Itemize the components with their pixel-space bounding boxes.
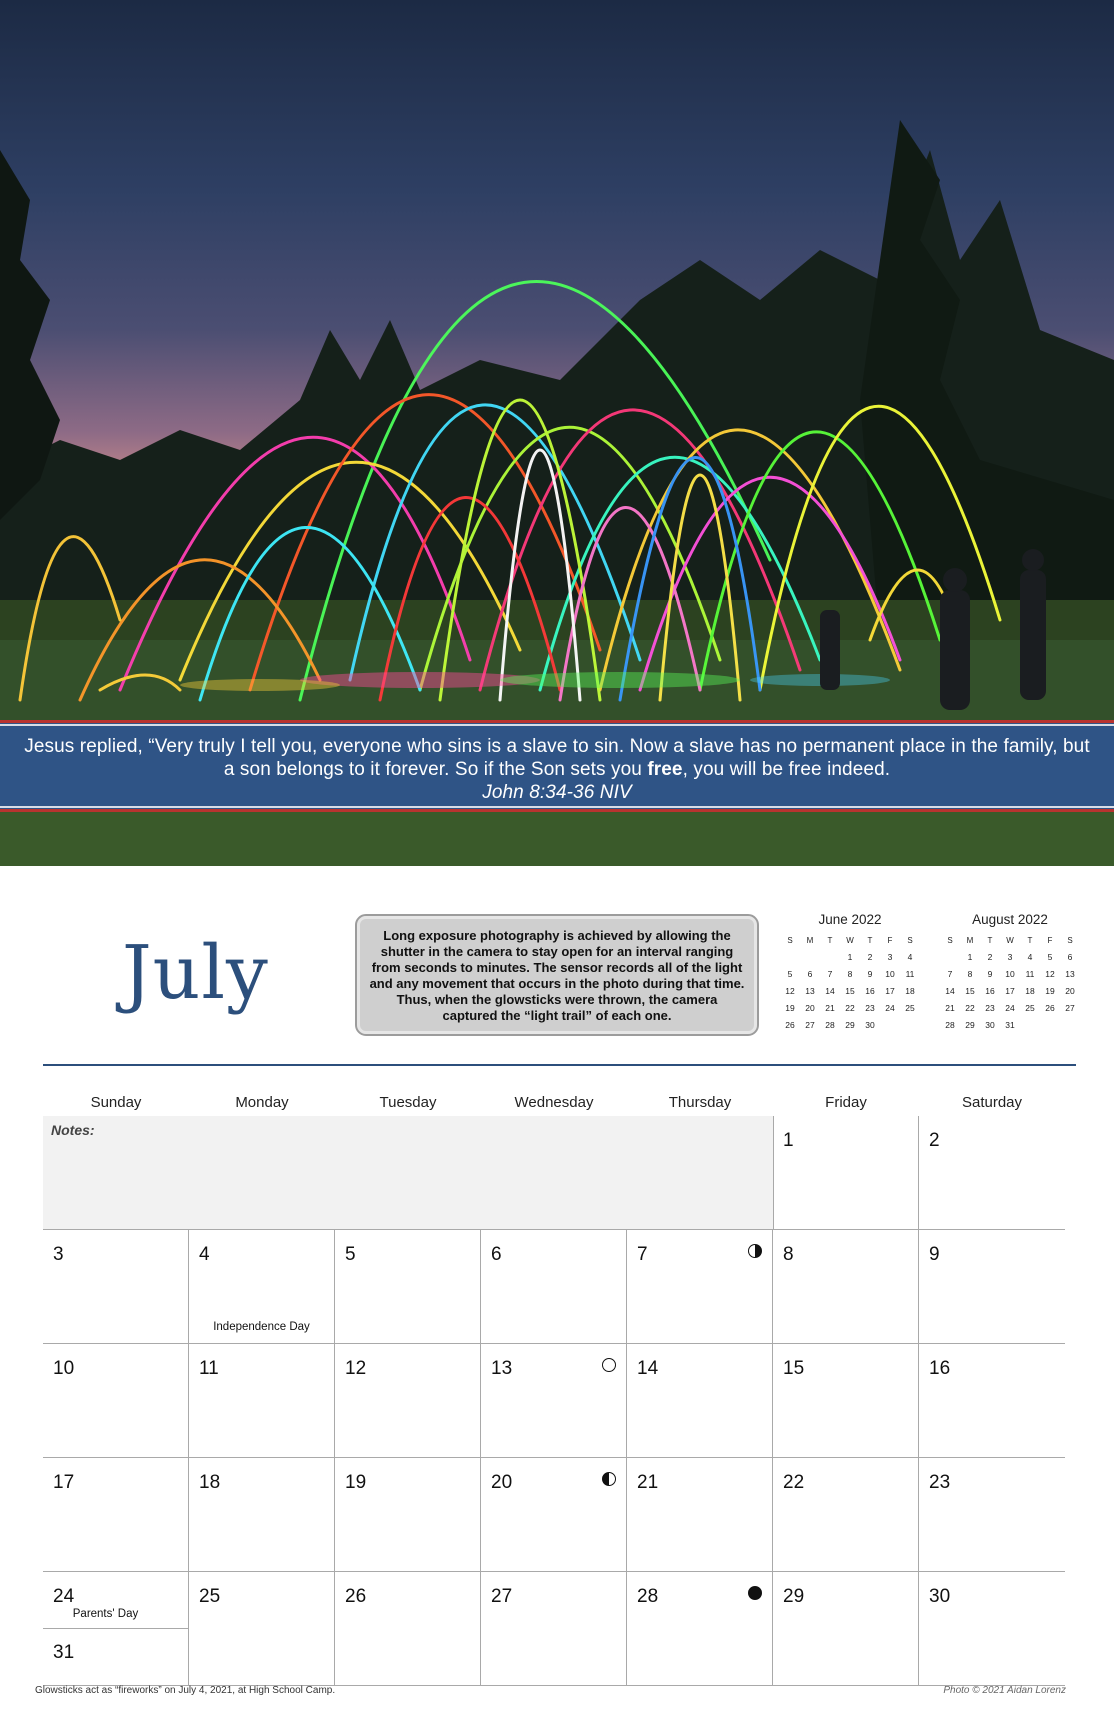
first-quarter-moon-icon <box>748 1244 762 1258</box>
day-cell-28[interactable] <box>627 1572 773 1686</box>
day-number: 25 <box>199 1586 221 1607</box>
mini-calendar-day: 26 <box>1045 1002 1055 1013</box>
mini-calendar-title: June 2022 <box>818 912 882 927</box>
mini-calendar-day: 4 <box>1027 951 1033 962</box>
day-cell-13[interactable] <box>481 1344 627 1458</box>
mini-calendar-day: 18 <box>1025 985 1035 996</box>
mini-calendar-day: 30 <box>865 1019 875 1030</box>
mini-calendar-day: 21 <box>945 1002 955 1013</box>
day-cell-1[interactable] <box>773 1116 919 1230</box>
mini-calendar-day: 4 <box>907 951 913 962</box>
mini-calendar-dow: T <box>867 936 873 945</box>
notes-label: Notes: <box>51 1122 95 1138</box>
day-number: 11 <box>199 1358 219 1379</box>
day-header-wednesday: Wednesday <box>514 1094 594 1111</box>
day-cell-20[interactable] <box>481 1458 627 1572</box>
mini-calendar-dow: T <box>1027 936 1033 945</box>
day-number: 2 <box>929 1130 940 1151</box>
day-event: Parents' Day <box>72 1608 139 1620</box>
day-number: 3 <box>53 1244 64 1265</box>
day-cell-24[interactable] <box>43 1572 189 1686</box>
day-cell-17[interactable] <box>43 1458 189 1572</box>
mini-calendar-day: 24 <box>885 1002 895 1013</box>
mini-calendar-day: 22 <box>845 1002 855 1013</box>
mini-calendar-day: 27 <box>1065 1002 1075 1013</box>
notes-area[interactable] <box>43 1116 774 1230</box>
mini-calendar-day: 19 <box>1045 985 1055 996</box>
day-cell-30[interactable] <box>919 1572 1065 1686</box>
photo-info-text <box>368 928 746 1024</box>
day-number: 14 <box>637 1358 659 1379</box>
mini-calendar-day: 15 <box>965 985 975 996</box>
scripture-text-bold: free <box>647 759 683 780</box>
day-cell-25[interactable] <box>189 1572 335 1686</box>
mini-calendar-dow: S <box>787 936 793 945</box>
mini-calendar-day: 19 <box>785 1002 795 1013</box>
month-title: July <box>122 930 269 1016</box>
day-number: 19 <box>345 1472 367 1493</box>
mini-calendar-day <box>940 948 960 965</box>
day-cell-27[interactable] <box>481 1572 627 1686</box>
day-cell-18[interactable] <box>189 1458 335 1572</box>
mini-calendar-day: 25 <box>905 1002 915 1013</box>
day-header-sunday: Sunday <box>90 1094 142 1111</box>
day-cell-21[interactable] <box>627 1458 773 1572</box>
mini-calendar-day: 2 <box>987 951 993 962</box>
day-header-tuesday: Tuesday <box>379 1094 437 1111</box>
mini-calendar-dow: W <box>1006 936 1014 945</box>
mini-calendar-day <box>800 948 820 965</box>
mini-calendar-day <box>900 1016 920 1033</box>
shared-cell-divider <box>43 1628 188 1629</box>
mini-calendar-day: 9 <box>987 968 993 979</box>
mini-calendar-day <box>1040 1016 1060 1033</box>
mini-calendar-dow: S <box>1067 936 1073 945</box>
day-number: 22 <box>783 1472 805 1493</box>
scripture-reference: John 8:34-36 NIV <box>482 782 632 803</box>
mini-calendar-day: 2 <box>867 951 873 962</box>
mini-calendar-next <box>940 912 1080 1033</box>
day-number: 10 <box>53 1358 75 1379</box>
header-divider <box>43 1064 1076 1066</box>
info-text-bold: glowsticks <box>494 992 562 1007</box>
day-number: 30 <box>929 1586 951 1607</box>
day-cell-9[interactable] <box>919 1230 1065 1344</box>
day-number: 8 <box>783 1244 794 1265</box>
day-number: 28 <box>637 1586 659 1607</box>
day-cell-5[interactable] <box>335 1230 481 1344</box>
mini-calendar-dow: M <box>806 936 814 945</box>
day-cell-7[interactable] <box>627 1230 773 1344</box>
day-cell-19[interactable] <box>335 1458 481 1572</box>
mini-calendar-day <box>880 1016 900 1033</box>
mini-calendar-day <box>1060 1016 1080 1033</box>
mini-calendar-previous <box>780 912 920 1033</box>
photo-info-box <box>357 916 757 1034</box>
mini-calendar-day: 12 <box>785 985 795 996</box>
day-number: 5 <box>345 1244 356 1265</box>
header-photo <box>0 0 1114 866</box>
mini-calendar-grid <box>780 933 920 1033</box>
mini-calendar-day <box>820 948 840 965</box>
mini-calendar-day: 1 <box>967 951 973 962</box>
mini-calendar-day <box>1020 1016 1040 1033</box>
mini-calendar-day: 9 <box>867 968 873 979</box>
day-number-shared: 31 <box>53 1642 75 1663</box>
day-number: 4 <box>199 1244 210 1265</box>
mini-calendar-day: 20 <box>1065 985 1075 996</box>
mini-calendar-day: 12 <box>1045 968 1055 979</box>
day-cell-3[interactable] <box>43 1230 189 1344</box>
day-cell-23[interactable] <box>919 1458 1065 1572</box>
day-event: Independence Day <box>213 1321 310 1333</box>
mini-calendar-day: 5 <box>1047 951 1053 962</box>
day-cell-11[interactable] <box>189 1344 335 1458</box>
mini-calendar-day: 3 <box>1007 951 1013 962</box>
day-number: 12 <box>345 1358 367 1379</box>
mini-calendar-day: 27 <box>805 1019 815 1030</box>
mini-calendar-day: 6 <box>807 968 813 979</box>
mini-calendar-day: 22 <box>965 1002 975 1013</box>
mini-calendar-day: 13 <box>805 985 815 996</box>
mini-calendar-dow: F <box>887 936 893 945</box>
mini-calendar-day: 14 <box>945 985 955 996</box>
mini-calendar-day: 1 <box>847 951 853 962</box>
day-cell-8[interactable] <box>773 1230 919 1344</box>
day-cell-14[interactable] <box>627 1344 773 1458</box>
day-cell-4[interactable] <box>189 1230 335 1344</box>
day-cell-12[interactable] <box>335 1344 481 1458</box>
day-number: 6 <box>491 1244 502 1265</box>
day-number: 29 <box>783 1586 805 1607</box>
new-moon-icon <box>748 1586 762 1600</box>
mini-calendar-day: 11 <box>905 968 915 979</box>
day-number: 26 <box>345 1586 367 1607</box>
info-text-part1: Long exposure photography is achieved by allowing the shutter in the camera to stay open for an interval ranging from seconds to minutes. The sensor records all of the light and any movement that occurs in the photo during that time. Thus, when the <box>369 928 745 1007</box>
mini-calendar-dow: S <box>947 936 953 945</box>
mini-calendar-dow: F <box>1047 936 1053 945</box>
day-number: 23 <box>929 1472 951 1493</box>
mini-calendar-day: 17 <box>1005 985 1015 996</box>
day-header-monday: Monday <box>235 1094 289 1111</box>
day-number: 1 <box>783 1130 794 1151</box>
day-number: 17 <box>53 1472 75 1493</box>
mini-calendar-day: 17 <box>885 985 895 996</box>
mini-calendar-day: 10 <box>1005 968 1015 979</box>
mini-calendar-day: 24 <box>1005 1002 1015 1013</box>
photo-caption: Glowsticks act as “fireworks” on July 4, 2021, at High School Camp. <box>35 1685 336 1696</box>
mini-calendar-dow: T <box>987 936 993 945</box>
mini-calendar-day: 18 <box>905 985 915 996</box>
mini-calendar-day: 30 <box>985 1019 995 1030</box>
mini-calendar-day: 7 <box>827 968 833 979</box>
mini-calendar-day: 25 <box>1025 1002 1035 1013</box>
day-number: 9 <box>929 1244 940 1265</box>
mini-calendar-day: 28 <box>945 1019 955 1030</box>
mini-calendar-dow: M <box>966 936 974 945</box>
scripture-banner <box>0 720 1114 812</box>
mini-calendar-day: 8 <box>967 968 973 979</box>
mini-calendar-day: 21 <box>825 1002 835 1013</box>
day-number: 20 <box>491 1472 513 1493</box>
day-cell-16[interactable] <box>919 1344 1065 1458</box>
day-number: 18 <box>199 1472 221 1493</box>
mini-calendar-day: 10 <box>885 968 895 979</box>
day-number: 7 <box>637 1244 648 1265</box>
mini-calendar-grid <box>940 933 1080 1033</box>
scripture-text-part2: , you will be free indeed. <box>682 759 891 780</box>
mini-calendar-day: 29 <box>965 1019 975 1030</box>
mini-calendar-day: 23 <box>865 1002 875 1013</box>
day-header-saturday: Saturday <box>961 1094 1023 1111</box>
mini-calendar-day <box>780 948 800 965</box>
mini-calendar-day: 11 <box>1025 968 1035 979</box>
day-number: 24 <box>53 1586 75 1607</box>
day-header-thursday: Thursday <box>668 1094 732 1111</box>
mini-calendar-day: 20 <box>805 1002 815 1013</box>
day-number: 15 <box>783 1358 805 1379</box>
mini-calendar-day: 14 <box>825 985 835 996</box>
scripture-text <box>20 735 1094 804</box>
mini-calendar-dow: S <box>907 936 913 945</box>
mini-calendar-day: 13 <box>1065 968 1075 979</box>
day-cell-10[interactable] <box>43 1344 189 1458</box>
mini-calendar-day: 28 <box>825 1019 835 1030</box>
mini-calendar-dow: W <box>846 936 854 945</box>
day-cell-15[interactable] <box>773 1344 919 1458</box>
mini-calendar-day: 23 <box>985 1002 995 1013</box>
last-quarter-moon-icon <box>602 1472 616 1486</box>
scripture-text-part1: Jesus replied, “Very truly I tell you, everyone who sins is a slave to sin. Now a slave has no permanent place in the family, but a son belongs to it forever. So if the Son sets you <box>24 736 1090 780</box>
mini-calendar-day: 29 <box>845 1019 855 1030</box>
day-cell-29[interactable] <box>773 1572 919 1686</box>
full-moon-icon <box>602 1358 616 1372</box>
info-text-part2: were thrown, the camera captured the “light trail” of each one. <box>442 992 718 1023</box>
mini-calendar-dow: T <box>827 936 833 945</box>
day-number: 27 <box>491 1586 513 1607</box>
day-number: 13 <box>491 1358 513 1379</box>
day-cell-2[interactable] <box>919 1116 1065 1230</box>
mini-calendar-day: 15 <box>845 985 855 996</box>
mini-calendar-day: 16 <box>985 985 995 996</box>
mini-calendar-title: August 2022 <box>972 912 1048 927</box>
day-cell-26[interactable] <box>335 1572 481 1686</box>
mini-calendar-day: 16 <box>865 985 875 996</box>
mini-calendar-day: 7 <box>947 968 953 979</box>
mini-calendar-day: 3 <box>887 951 893 962</box>
day-number: 16 <box>929 1358 951 1379</box>
mini-calendar-day: 26 <box>785 1019 795 1030</box>
mini-calendar-day: 8 <box>847 968 853 979</box>
mini-calendar-day: 5 <box>787 968 793 979</box>
day-cell-22[interactable] <box>773 1458 919 1572</box>
mini-calendar-day: 6 <box>1067 951 1073 962</box>
day-header-friday: Friday <box>825 1094 867 1111</box>
day-cell-6[interactable] <box>481 1230 627 1344</box>
day-number: 21 <box>637 1472 659 1493</box>
mini-calendar-day: 31 <box>1005 1019 1015 1030</box>
photo-credit: Photo © 2021 Aidan Lorenz <box>943 1685 1066 1696</box>
